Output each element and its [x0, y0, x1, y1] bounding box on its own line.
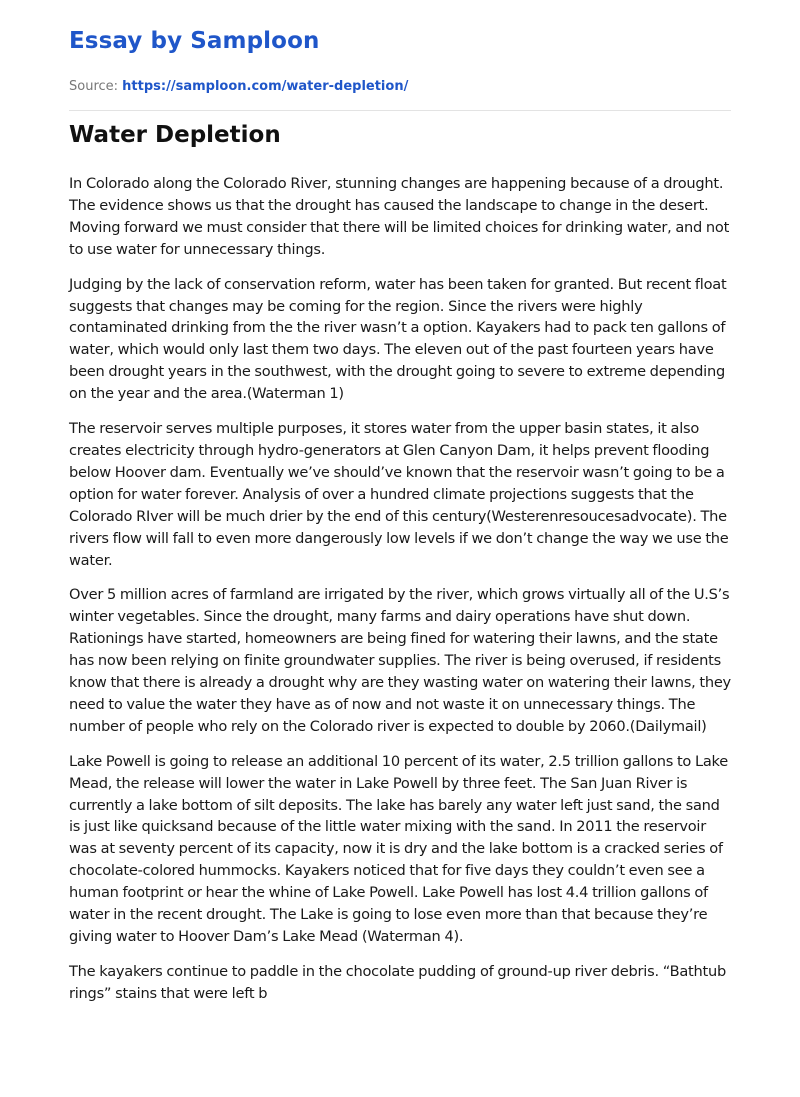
paragraph: The reservoir serves multiple purposes, it stores water from the upper basin states, it also creates electricity through hydro-generators at Glen Canyon Dam, it helps prevent flooding below Hoover dam. Eventually we’ve should’ve known that the reservoir wasn’t going to be a option for water forever. Analysis of over a hundred climate projections suggests that the Colorado RIver will be much drier by the end of this century(Westerenresoucesadvocate). The rivers flow will fall to even more dangerously low levels if we don’t change the way we use the water. [69, 420, 729, 569]
header-divider [69, 110, 731, 111]
brand-title: Essay by Samploon [69, 28, 320, 54]
paragraph: The kayakers continue to paddle in the chocolate pudding of ground-up river debris. “Bathtub rings” stains that were left b [69, 962, 726, 1002]
paragraph: Lake Powell is going to release an additional 10 percent of its water, 2.5 trillion gallons to Lake Mead, the release will lower the water in Lake Powell by three feet. The San Juan River is currently a lake bottom of silt deposits. The lake has barely any water left just sand, the sand is just like quicksand because of the little water mixing with the sand. In 2011 the reservoir was at seventy percent of its capacity, now it is dry and the lake bottom is a cracked series of chocolate-colored hummocks. Kayakers noticed that for five days they couldn’t even see a human footprint or hear the whine of Lake Powell. Lake Powell has lost 4.4 trillion gallons of water in the recent drought. The Lake is going to lose even more than that because they’re giving water to Hoover Dam’s Lake Mead (Waterman 4). [69, 752, 728, 945]
page-title: Water Depletion [69, 122, 281, 148]
source-line [69, 79, 408, 94]
paragraph: Over 5 million acres of farmland are irrigated by the river, which grows virtually all of the U.S’s winter vegetables. Since the drought, many farms and dairy operations have shut down. Rationings have started, homeowners are being fined for watering their lawns, and the state has now been relying on finite groundwater supplies. The river is being overused, if residents know that there is already a drought why are they wasting water on watering their lawns, they need to value the water they have as of now and not waste it on unnecessary things. The number of people who rely on the Colorado river is expected to double by 2060.(Dailymail) [69, 586, 731, 735]
paragraph: Judging by the lack of conservation reform, water has been taken for granted. But recent float suggests that changes may be coming for the region. Since the rivers were highly contaminated drinking from the the river wasn’t a option. Kayakers had to pack ten gallons of water, which would only last them two days. The eleven out of the past fourteen years have been drought years in the southwest, with the drought going to severe to extreme depending on the year and the area.(Waterman 1) [69, 275, 727, 403]
source-label: Source: [69, 79, 119, 94]
paragraph: In Colorado along the Colorado River, stunning changes are happening because of a drought. The evidence shows us that the drought has caused the landscape to change in the desert. Moving forward we must consider that there will be limited choices for drinking water, and not to use water for unnecessary things. [69, 175, 730, 258]
article-body [69, 173, 733, 1018]
source-link[interactable]: https://samploon.com/water-depletion/ [122, 79, 409, 94]
